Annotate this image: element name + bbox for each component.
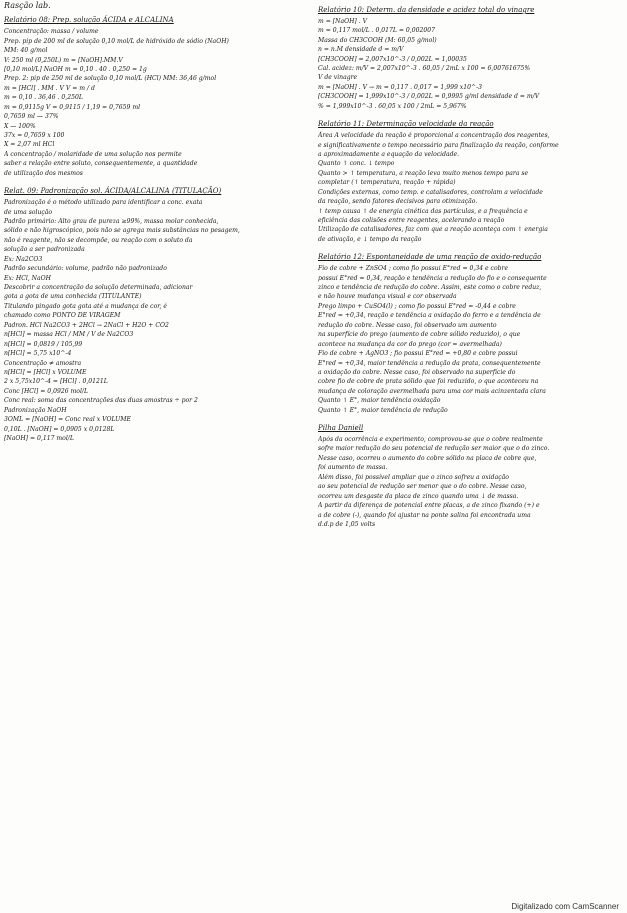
report-11-body (318, 131, 623, 244)
note-line: cobre fio de cobre de prata sólido que foi reduzido, o que aconteceu na (318, 378, 539, 386)
note-line: de uma solução (4, 208, 53, 216)
note-line: [0,10 mol/L] NaOH m = 0,10 . 40 . 0,250 = 1g (4, 65, 147, 73)
note-line: Descobrir a concentração da solução determinada, adicionar (4, 284, 193, 292)
note-line: Prep. pip de 200 ml de solução 0,10 mol/L de hidróxido de sódio (NaOH) (4, 37, 229, 45)
note-line: a oxidação do cobre. Nesse caso, foi observado na superfície do (318, 368, 516, 376)
note-line: Além disso, foi possível ampliar que o zinco sofreu a oxidação (318, 473, 509, 481)
scanner-watermark: Digitalizado com CamScanner (511, 902, 619, 911)
note-line: gota a gota de uma conhecida (TITULANTE) (4, 293, 142, 301)
note-line: a aproximadamente a equação da velocidade. (318, 150, 460, 158)
note-line: de utilização dos mesmos (4, 169, 83, 177)
note-line: sofre maior redução do seu potencial de redução ser maior que o do zinco. (318, 445, 550, 453)
note-line: 0,7659 ml — 37% (4, 113, 59, 121)
daniell-title: Pilha Daniell (318, 424, 364, 433)
note-line: Conc real: soma das concentrações das duas amostras ÷ por 2 (4, 397, 198, 405)
note-line: Padrão primário: Alto grau de pureza ≥99%, massa molar conhecida, (4, 217, 219, 225)
note-line: Padronização NaOH (4, 406, 67, 414)
note-line: foi aumento de massa. (318, 464, 388, 472)
note-line: E°red = +0,34, maior tendência a redução da prata, consequentemente (318, 359, 541, 367)
report-08-title: Relatório 08: Prep. solução ÁCIDA e ALCALINA (4, 16, 174, 25)
note-line: eficiência das colisões entre reagentes, acelerando a reação (318, 217, 505, 224)
note-line: Prego limpo + CuSO4(l) ; como fio possui E°red = -0,44 e cobre (318, 302, 516, 310)
note-line: V de vinagre (318, 74, 358, 82)
note-line: completar (↑ temperatura, reação + rápida) (318, 179, 456, 187)
note-line: Quanto > ↑ temperatura, a reação leva muito menos tempo para se (318, 169, 529, 177)
note-line: Quanto ↑ E°, maior tendência de redução (318, 406, 448, 414)
note-line: Ex: Na2CO3 (4, 255, 43, 263)
note-line: Massa do CH3COOH (M: 60,05 g/mol) (318, 36, 437, 44)
note-line: m = 0,9115g V = 0,9115 / 1,19 = 0,7659 ml (4, 103, 141, 111)
note-line: chamado como PONTO DE VIRAGEM (4, 312, 121, 320)
note-line: Concentração: massa / volume (4, 28, 99, 36)
note-line: n = n.M densidade d = m/V (318, 46, 404, 54)
note-line: ao seu potencial de redução ser menor que o do cobre. Nesse caso, (318, 483, 527, 491)
note-line: Padron. HCl Na2CO3 + 2HCl → 2NaCl + H2O + CO2 (4, 321, 169, 329)
note-line: ↑ temp causa ↑ de energia cinética das partículas, e a frequência e (318, 207, 528, 215)
note-line: A partir da diferença de potencial entre placas, a de zinco fixando (+) e (318, 502, 540, 510)
note-line: Concentração ≠ amostra (4, 359, 82, 367)
note-line: e significativamente o tempo necessário para finalização da reação, conforme (318, 141, 559, 149)
note-line: a de cobre (-), quando foi ajustar na ponte salina foi encontrada uma (318, 511, 531, 519)
note-line: Fio de cobre + AgNO3 ; fio possui E°red = +0,80 e cobre possui (318, 350, 518, 358)
note-line: m = [NaOH] . V (318, 17, 367, 25)
note-line: m = 0,117 mol/L . 0,017L = 0,002007 (318, 27, 435, 35)
note-line: X = 2,07 ml HCl (4, 141, 55, 149)
note-line: m = 0,10 . 36,46 . 0,250L (4, 94, 83, 102)
note-line: [CH3COOH] = 2,007x10^-3 / 0,002L = 1,00035 (318, 55, 467, 63)
report-12-title: Relatório 12: Espontaneidade de uma reação de oxido-redução (318, 253, 542, 262)
note-line: de ativação, e ↓ tempo da reação (318, 235, 422, 243)
note-line: 0,10L . [NaOH] = 0,0905 x 0,0128L (4, 425, 115, 433)
note-line: n[HCl] = [HCl] x VOLUME (4, 368, 87, 376)
note-line: Condições externas, como temp. e catalisadores, controlam a velocidade (318, 188, 543, 196)
note-line: acontece na mudança da cor do prego (cor = avermelhada) (318, 340, 502, 348)
left-column (4, 0, 314, 443)
daniell-body (318, 435, 623, 529)
note-line: Área A velocidade da reação é proporcional a concentração dos reagentes, (318, 132, 550, 140)
note-line: Nesse caso, ocorreu o aumento do cobre sólido na placa de cobre que, (318, 454, 537, 462)
note-line: Padrão secundário: volume, padrão não padronizado (4, 265, 167, 273)
note-line: [CH3COOH] = 1,999x10^-3 / 0,002L = 0,9995 g/ml densidade d = m/V (318, 93, 540, 101)
note-line: A concentração / molaridade de uma solução nos permite (4, 150, 182, 158)
report-08-body (4, 27, 314, 178)
note-line: Prep. 2: pip de 250 ml de solução 0,10 mol/L (HCl) MM: 36,46 g/mol (4, 75, 217, 83)
note-line: Fio de cobre + ZnSO4 ; como fio possui E°red = 0,34 e cobre (318, 265, 509, 273)
note-line: Padronização é o método utilizado para identificar a conc. exata (4, 199, 203, 207)
note-line: n[HCl] = massa HCl / MM / V de Na2CO3 (4, 331, 134, 339)
note-line: Cal. acidez: m/V = 2,007x10^-3 . 60,05 / 2mL x 100 = 6,00761675% (318, 65, 531, 73)
note-line: Quanto ↑ E°, maior tendência oxidação (318, 397, 441, 405)
note-line: X — 100% (4, 122, 36, 130)
note-line: MM: 40 g/mol (4, 47, 48, 55)
note-line: mudança de coloração avermelhada para uma cor mais acinzentada clara (318, 387, 546, 395)
report-10-body (318, 17, 623, 111)
note-line: [NaOH] = 0,117 mol/L (4, 435, 74, 443)
note-line: Ex: HCl, NaOH (4, 274, 51, 282)
report-09-title: Relat. 09: Padronização sol. ÁCIDA/ALCALINA (TITULAÇÃO) (4, 187, 222, 196)
note-line: 37x = 0,7659 x 100 (4, 132, 65, 140)
note-line: saber a relação entre soluto, consequentemente, a quantidade (4, 160, 198, 168)
note-line: solução a ser padronizada (4, 246, 85, 254)
note-line: n[HCl] = 5,75 x10^-4 (4, 350, 72, 358)
note-line: % = 1,999x10^-3 . 60,05 x 100 / 2mL = 5,967% (318, 102, 467, 110)
note-line: possui E°red = 0,34, reação e tendência a redução do fio e o consequente (318, 274, 547, 282)
right-column (318, 2, 623, 529)
report-09-body (4, 198, 314, 443)
note-line: sólido e não higroscópico, pois não se agrega mais substâncias no pesagem, (4, 227, 240, 235)
note-line: Utilização de catalisadores, faz com que a reação aconteça com ↑ energia (318, 226, 548, 234)
note-line: m = [NaOH] . V → m = 0,117 . 0,017 = 1,999 x10^-3 (318, 83, 483, 91)
note-line: Após da ocorrência e experimento, comprovou-se que o cobre realmente (318, 436, 543, 443)
report-11-title: Relatório 11: Determinação velocidade da reação (318, 120, 494, 129)
note-line: 3OML = [NaOH] = Conc real x VOLUME (4, 416, 131, 424)
note-line: redução do cobre. Nesse caso, foi observado um aumento (318, 321, 497, 329)
report-10-title: Relatório 10: Determ. da densidade e acidez total do vinagre (318, 6, 535, 14)
note-line: não é reagente, não se decompõe, ou reação com o soluto da (4, 236, 193, 244)
note-line: Conc [HCl] = 0,0926 mol/L (4, 387, 89, 395)
note-line: na superfície do prego (aumento de cobre sólido reduzido), o que (318, 331, 521, 339)
note-line: Titulando pingado gota gota até a mudança de cor, é (4, 302, 167, 310)
note-line: e não houve mudança visual e cor observada (318, 293, 457, 301)
note-line: 2 x 5,75x10^-4 = [HCl] . 0,0121L (4, 378, 108, 386)
note-line: V: 250 ml (0,250L) m = [NaOH].MM.V (4, 56, 123, 64)
report-12-body (318, 264, 623, 415)
note-line: d.d.p de 1,05 volts (318, 520, 376, 528)
page-header: Rasção lab. (4, 1, 51, 10)
note-line: m = [HCl] . MM . V V = m / d (4, 84, 95, 92)
note-line: da reação, sendo fatores decisivos para otimização. (318, 198, 478, 206)
note-line: zinco e tendência de redução do cobre. Assim, este como o cobre reduz, (318, 284, 542, 292)
note-line: ocorreu um desgaste da placa de zinco quando uma ↓ de massa. (318, 492, 519, 500)
note-line: n[HCl] = 0,0819 / 105,99 (4, 340, 83, 348)
note-line: Quanto ↑ conc. ↓ tempo (318, 160, 395, 168)
note-line: E°red = +0,34, reação e tendência a oxidação do ferro e a tendência de (318, 312, 541, 320)
